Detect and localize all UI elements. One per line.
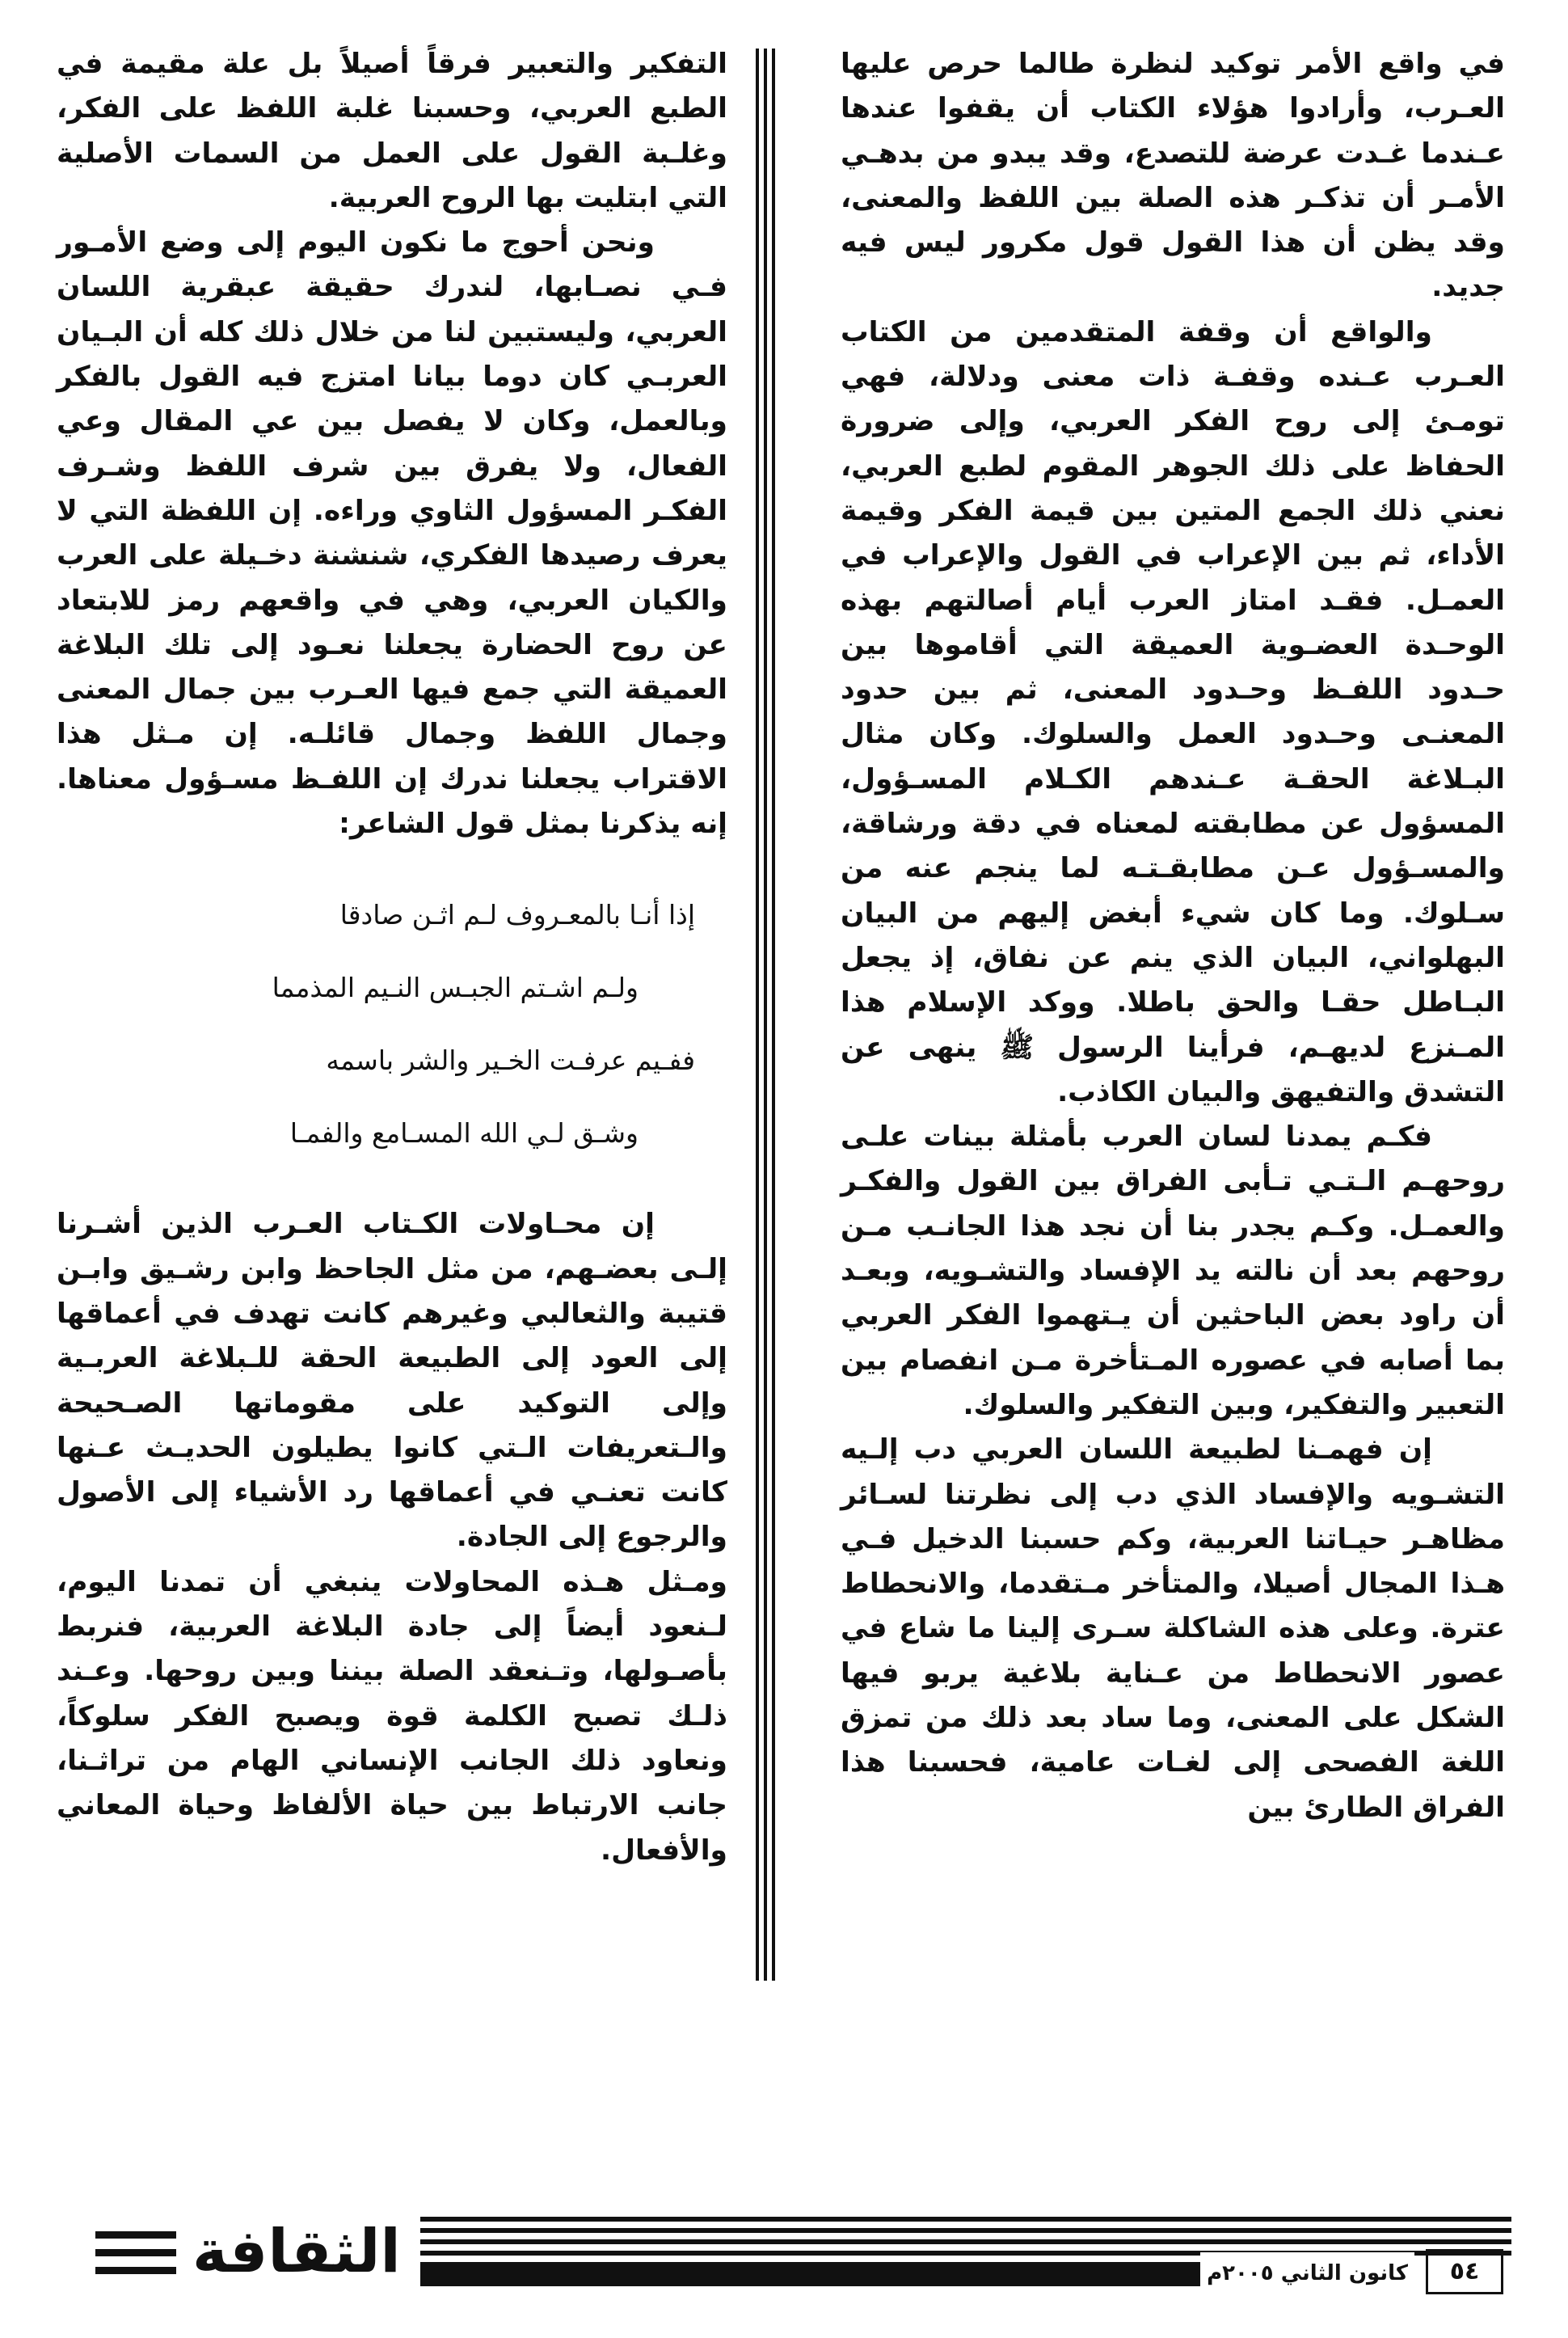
left-paragraph-2: ونحن أحوج ما نكون اليوم إلى وضع الأمـور فـي نصـابها، لندرك حقيقة عبقرية اللسان العربي، وليستبين لنا من خلال ذلك كله أن البـيان العربـي كان دوما بيانا امتزج فيه القول بالفكر وبالعمل، وكان لا يفصل بين عي المقال وعي الفعال، ولا يفرق بين شرف اللفظ وشـرف الفكـر المسؤول الثاوي وراءه. إن اللفظة التي لا يعرف رصيدها الفكري، شنشنة دخـيلة على العرب والكيان العربي، وهي في واقعهم رمز للابتعاد عن روح الحضارة يجعلنا نعـود إلى تلك البلاغة العميقة التي جمع فيها العـرب بين جمال المعنى وجمال اللفظ وجمال قائلـه. إن مـثل هذا الاقتراب يجعلنا ندرك إن اللفـظ مسـؤول معناها. إنه يذكرنا بمثل قول الشاعر:	[57, 226, 727, 841]
right-paragraph-2: والواقع أن وقفة المتقدمين من الكتاب العـرب عـنده وقفـة ذات معنى ودلالة، فهي تومـئ إلى روح الفكر العربي، وإلى ضرورة الحفاظ على ذلك الجوهر المقوم لطبع العربي، نعني ذلك الجمع المتين بين قيمة الفكر وقيمة الأداء، ثم بين الإعراب في القول والإعراب في العمـل. فقـد امتاز العرب أيام أصالتهم بهذه الوحـدة العضـوية العميقة التي أقاموها بين حـدود اللفـظ وحـدود المعنى، ثم بين حدود المعنـى وحـدود العمل والسلوك. وكان مثال البـلاغة الحقـة عـندهم الكـلام المسـؤول، المسؤول عن مطابقته لمعناه في دقة ورشاقة، والمسـؤول عـن مطابقـتـه لما ينجم عنه من سـلوك. وما كان شيء أبغض إليهم من البيان البهلواني، البيان الذي ينم عن نفاق، إذ يجعل البـاطل حقـا والحق باطلا. ووكد الإسلام هذا المـنزع لديهـم، فرأينا الرسول ﷺ ينهى عن التشدق والتفيهق والبيان الكاذب.	[841, 315, 1505, 1108]
logo-bars-decoration	[95, 2225, 176, 2281]
left-paragraph-3: إن محـاولات الكـتاب العـرب الذين أشـرنا إلـى بعضـهم، من مثل الجاحظ وابن رشـيق وابـن قتيبة والثعالبي وغيرهم كانت تهدف في أعماقها إلى العود إلى الطبيعة الحقة للـبلاغة العربـية وإلى التوكيد على مقوماتها الصـحيحة والـتعريفات الـتي كانوا يطيلون الحديـث عـنها كانت تعنـي في أعماقها رد الأشياء إلى الأصول والرجوع إلى الجادة.	[57, 1208, 727, 1554]
right-column	[841, 42, 1505, 1830]
magazine-logo: الثقافة	[192, 2217, 401, 2286]
poem-verse-2: ولـم اشـتم الجبـس النـيم المذمما	[272, 972, 639, 1004]
poem-block	[57, 879, 727, 1170]
poem-verse-3: ففـيم عرفـت الخـير والشر باسمه	[326, 1045, 695, 1077]
right-paragraph-3: فكـم يمدنا لسان العرب بأمثلة بينات علـى روحهـم الـتـي تـأبى الفراق بين القول والفكـر والعمـل. وكـم يجدر بنا أن نجد هذا الجانـب مـن روحهم بعد أن نالته يد الإفساد والتشـويه، وبعـد أن راود بعض الباحثين أن يـتهموا الفكر العربي بما أصابه في عصوره المـتأخرة مـن انفصام بين التعبير والتفكير، وبين التفكير والسلوك.	[841, 1120, 1505, 1421]
left-paragraph-4: ومـثل هـذه المحاولات ينبغي أن تمدنا اليوم، لـنعود أيضاً إلى جادة البلاغة العربية، فنربط بأصـولها، وتـنعقد الصلة بيننا وبين روحها. وعـند ذلـك تصبح الكلمة قوة ويصبح الفكر سلوكاً، ونعاود ذلك الجانب الإنساني الهام من تراثـنا، جانب الارتباط بين حياة الألفاظ وحياة المعاني والأفعال.	[57, 1565, 727, 1867]
column-divider	[756, 49, 775, 1981]
page-footer	[0, 2207, 1568, 2304]
page-number: ٥٤	[1426, 2249, 1503, 2294]
left-paragraph-1: التفكير والتعبير فرقاً أصيلاً بل علة مقيمة في الطبع العربي، وحسبنا غلبة اللفظ على الفكر، وغلـبة القول على العمل من السمات الأصلية التي ابتليت بها الروح العربية.	[57, 48, 727, 214]
poem-verse-4: وشـق لـي الله المسـامع والفمـا	[289, 1117, 639, 1150]
left-column	[57, 42, 727, 1873]
right-paragraph-4: إن فهمـنا لطبيعة اللسان العربي دب إلـيه التشـويه والإفساد الذي دب إلى نظرتنا لسـائر مظاهـر حيـاتنا العربية، وكم حسبنا الدخيل فـي هـذا المجال أصيلا، والمتأخر مـتقدما، والانحطاط عترة. وعلى هذه الشاكلة سـرى إلينا ما شاع في عصور الانحطاط من عـناية بلاغية يربو فيها الشكل على المعنى، وما ساد بعد ذلك من تمزق اللغة الفصحى إلى لغـات عامية، فحسبنا هذا الفراق الطارئ بين	[841, 1433, 1505, 1824]
poem-verse-1: إذا أنـا بالمعـروف لـم اثـن صادقا	[339, 899, 695, 931]
footer-stripes-decoration	[420, 2217, 1511, 2254]
right-paragraph-1: في واقع الأمر توكيد لنظرة طالما حرص عليها العـرب، وأرادوا هؤلاء الكتاب أن يقفوا عندها عـندما غـدت عرضة للتصدع، وقد يبدو من بدهـي الأمـر أن تذكـر هذه الصلة بين اللفظ والمعنى، وقد يظن أن هذا القول قول مكرور ليس فيه جديد.	[841, 48, 1505, 304]
issue-date: كانون الثاني ٢٠٠٥م	[1200, 2252, 1414, 2294]
